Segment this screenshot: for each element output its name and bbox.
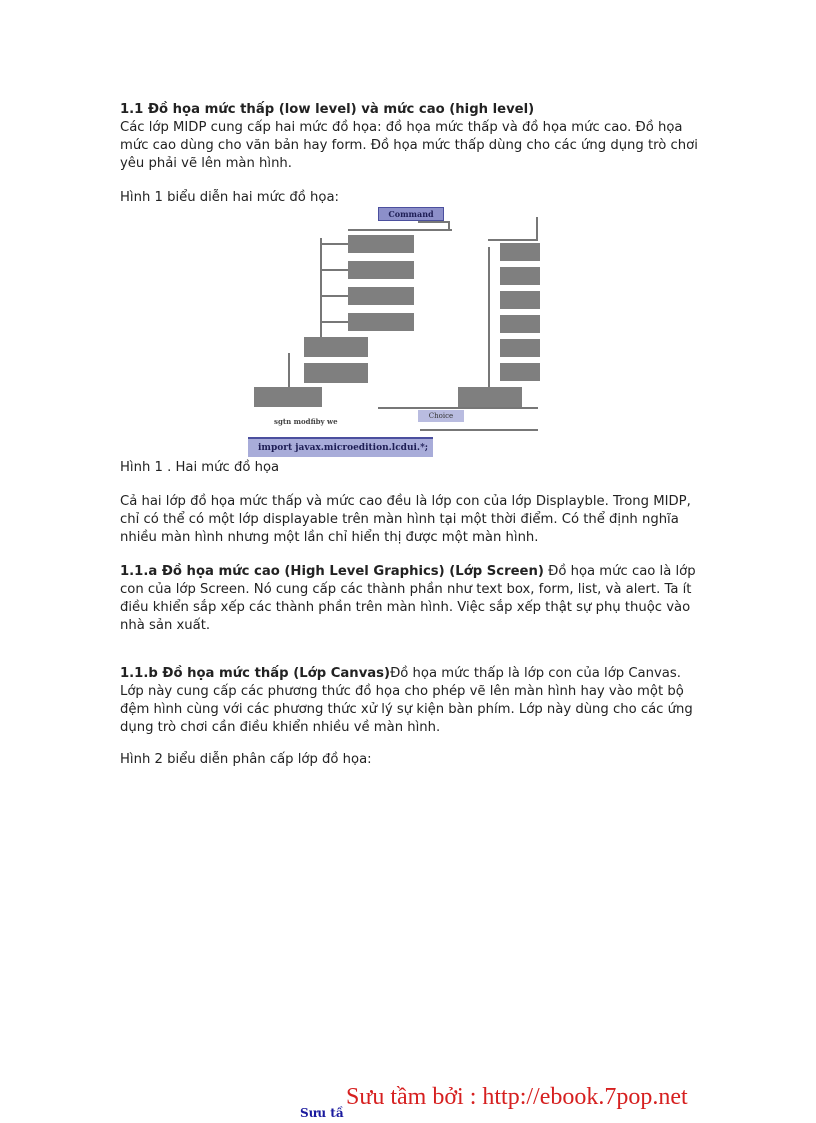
section-text: Đồ họa mức thấp là lớp con của lớp Canvas. Lớp này cung cấp các phương thức đồ họa cho phép vẽ lên màn hình hay vào một bộ đệm hình cùng với các phương thức xử lý sự kiện bàn phím. Lớp này dùng cho các ứng dụng trò chơi cần điều khiển nhiều về màn hình. bbox=[120, 666, 693, 735]
connector-line bbox=[378, 407, 538, 409]
connector-line bbox=[488, 247, 490, 401]
connector-line bbox=[488, 239, 538, 241]
footer-source-link[interactable]: Sưu tầm bởi : http://ebook.7pop.net bbox=[346, 1084, 688, 1110]
connector-line bbox=[320, 238, 322, 350]
class-box bbox=[458, 387, 522, 407]
section-heading: 1.1.b Đồ họa mức thấp (Lớp Canvas) bbox=[120, 666, 391, 681]
section-1-1-b bbox=[120, 665, 700, 737]
section-body: Các lớp MIDP cung cấp hai mức đồ họa: đồ họa mức thấp và đồ họa mức cao. Đồ họa mức cao dùng cho văn bản hay form. Đồ họa mức thấp dùng cho các ứng dụng trò chơi yêu phải vẽ lên màn hình. bbox=[120, 120, 698, 171]
class-box bbox=[348, 287, 414, 305]
note-label: sgtn modfiby we bbox=[274, 417, 338, 426]
choice-label: Choice bbox=[418, 410, 464, 422]
section-body bbox=[120, 665, 700, 737]
figure-intro-text: Hình 2 biểu diễn phân cấp lớp đồ họa: bbox=[120, 752, 372, 767]
connector-line bbox=[536, 217, 538, 241]
section-1-1-a bbox=[120, 563, 700, 635]
paragraph-text: Cả hai lớp đồ họa mức thấp và mức cao đều là lớp con của lớp Displayble. Trong MIDP, chỉ có thể có một lớp displayable trên màn hình tại một thời điểm. Có thể định nghĩa nhiều màn hình nhưng một lần chỉ hiển thị được một màn hình. bbox=[120, 494, 691, 545]
figure-1-diagram bbox=[248, 207, 540, 457]
class-box bbox=[500, 243, 540, 261]
figure-intro-text: Hình 1 biểu diễn hai mức đồ họa: bbox=[120, 190, 339, 205]
connector-line bbox=[320, 321, 348, 323]
class-box bbox=[348, 261, 414, 279]
class-box bbox=[304, 337, 368, 357]
figure-1-intro bbox=[120, 189, 700, 207]
connector-line bbox=[420, 429, 538, 431]
class-box bbox=[348, 313, 414, 331]
class-box bbox=[348, 235, 414, 253]
class-box bbox=[500, 339, 540, 357]
connector-line bbox=[418, 221, 448, 223]
section-1-1 bbox=[120, 101, 700, 173]
section-heading: 1.1.a Đồ họa mức cao (High Level Graphics) (Lớp Screen) bbox=[120, 564, 544, 579]
class-box bbox=[254, 387, 322, 407]
connector-line bbox=[348, 229, 452, 231]
section-body bbox=[120, 563, 700, 635]
para-displayable bbox=[120, 493, 700, 547]
class-box bbox=[500, 267, 540, 285]
import-label: import javax.microedition.lcdui.*; bbox=[248, 437, 433, 457]
footer bbox=[300, 1084, 720, 1118]
connector-line bbox=[288, 353, 290, 387]
connector-line bbox=[320, 295, 348, 297]
footer-small-text: Sưu tầ bbox=[300, 1106, 344, 1120]
class-box bbox=[304, 363, 368, 383]
connector-line bbox=[320, 243, 348, 245]
caption-text: Hình 1 . Hai mức đồ họa bbox=[120, 460, 280, 475]
class-box bbox=[500, 315, 540, 333]
section-heading: 1.1 Đồ họa mức thấp (low level) và mức cao (high level) bbox=[120, 102, 535, 117]
connector-line bbox=[320, 269, 348, 271]
section-text: Đồ họa mức cao là lớp con của lớp Screen. Nó cung cấp các thành phần như text box, form, list, và alert. Ta ít điều khiển sắp xếp các thành phần trên màn hình. Việc sắp xếp thật sự phụ thuộc vào nhà sản xuất. bbox=[120, 564, 696, 633]
class-box bbox=[500, 291, 540, 309]
class-box bbox=[500, 363, 540, 381]
figure-1-caption bbox=[120, 459, 700, 477]
figure-2-intro bbox=[120, 751, 700, 769]
command-label: Command bbox=[378, 207, 444, 221]
